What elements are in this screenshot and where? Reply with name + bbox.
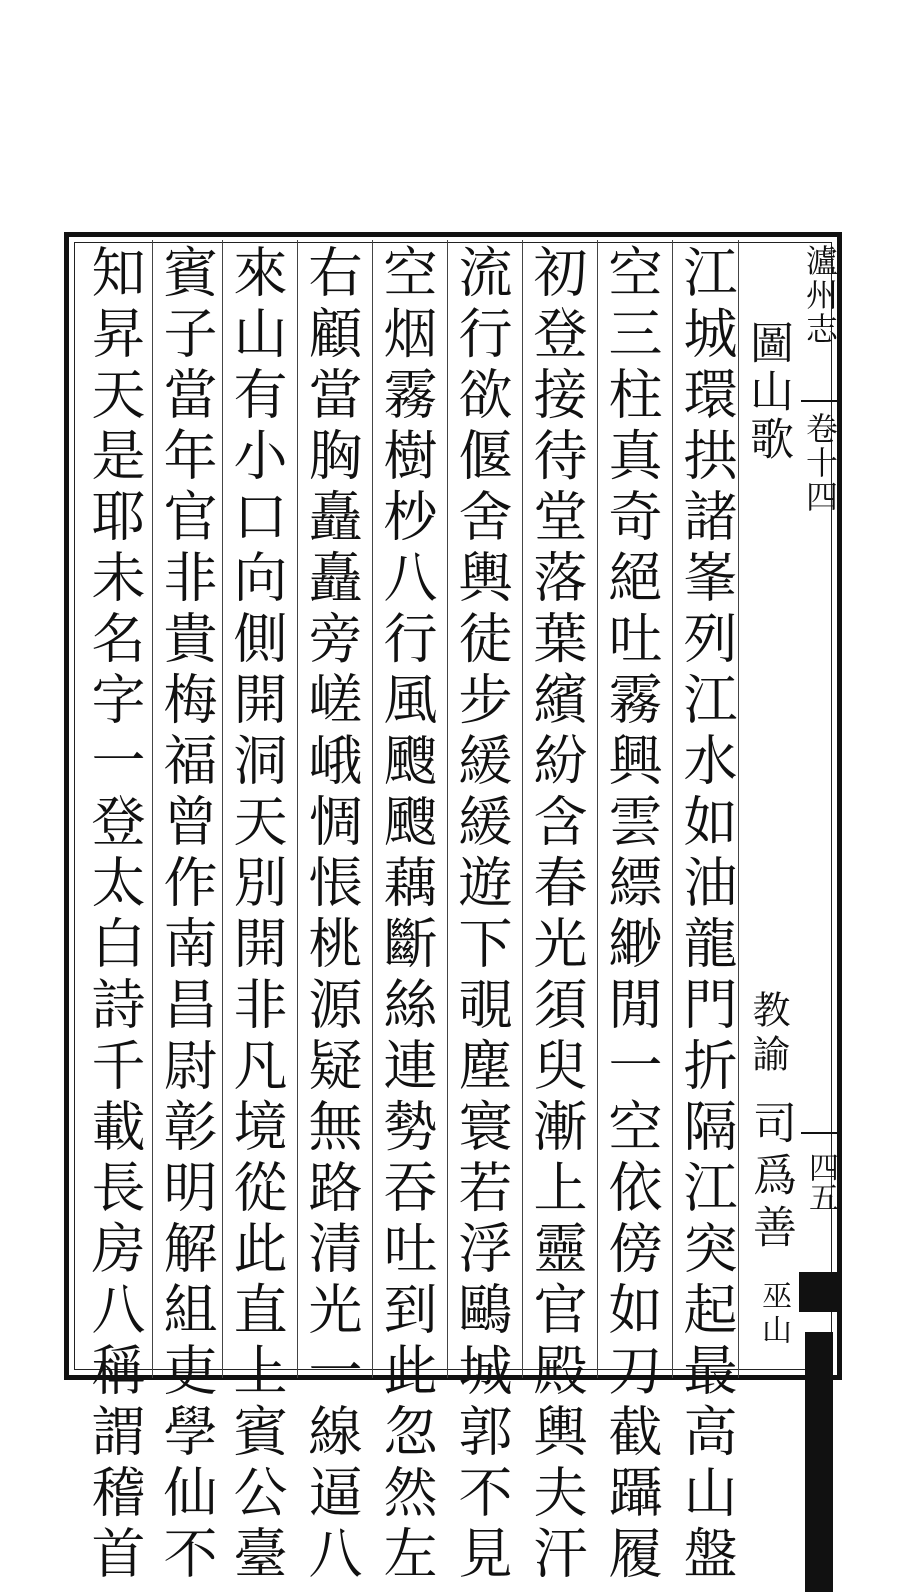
text-column: 空三柱真奇絕吐霧興雲縹緲閒一空依傍如刀截躡履 [600, 244, 663, 1586]
text-column: 流行欲偃舍輿徒步緩緩遊下覗塵寰若浮鷗城郭不見 [450, 244, 513, 1586]
folio-number: 四五 [803, 1152, 838, 1212]
banxin-rule [801, 1132, 837, 1134]
text-column: 賓子當年官非貴梅福曾作南昌尉彰明解組吏學仙不 [155, 244, 218, 1586]
column-rule [522, 240, 523, 1378]
column-rule [738, 240, 739, 1378]
column-rule [297, 240, 298, 1378]
column-rule [222, 240, 223, 1378]
column-rule [372, 240, 373, 1378]
banxin-black-bar [805, 1332, 833, 1592]
banxin-rule [801, 400, 837, 402]
fish-tail-mark [799, 1272, 837, 1312]
column-rule [447, 240, 448, 1378]
banxin-strip [795, 232, 842, 1380]
column-rule [152, 240, 153, 1378]
text-column: 知昇天是耶未名字一登太白詩千載長房八稱謂稽首 [83, 244, 146, 1586]
author-role: 教諭 [746, 990, 790, 1078]
author-block [742, 990, 798, 1370]
author-place: 巫山 [756, 1280, 791, 1348]
author-name: 司爲善 [745, 1100, 796, 1256]
text-column: 右顧當胸矗矗旁嵯峨惆悵桃源疑無路清光一線逼八 [300, 244, 363, 1586]
text-column: 初登接待堂落葉繽紛含春光須臾漸上靈官殿輿夫汗 [525, 244, 588, 1586]
book-title: 瀘州志 [801, 244, 839, 346]
text-column: 來山有小口向側開洞天別開非凡境從此直上賓公臺 [225, 244, 288, 1586]
text-column: 空烟霧樹杪八行風颼颼藕斷絲連勢吞吐到此忽然左 [375, 244, 438, 1586]
text-column: 江城環拱諸峯列江水如油龍門折隔江突起最高山盤 [675, 244, 738, 1586]
column-rule [672, 240, 673, 1378]
poem-title: 圖山歌 [742, 320, 793, 464]
volume-label: 卷十四 [801, 412, 839, 514]
column-rule [597, 240, 598, 1378]
